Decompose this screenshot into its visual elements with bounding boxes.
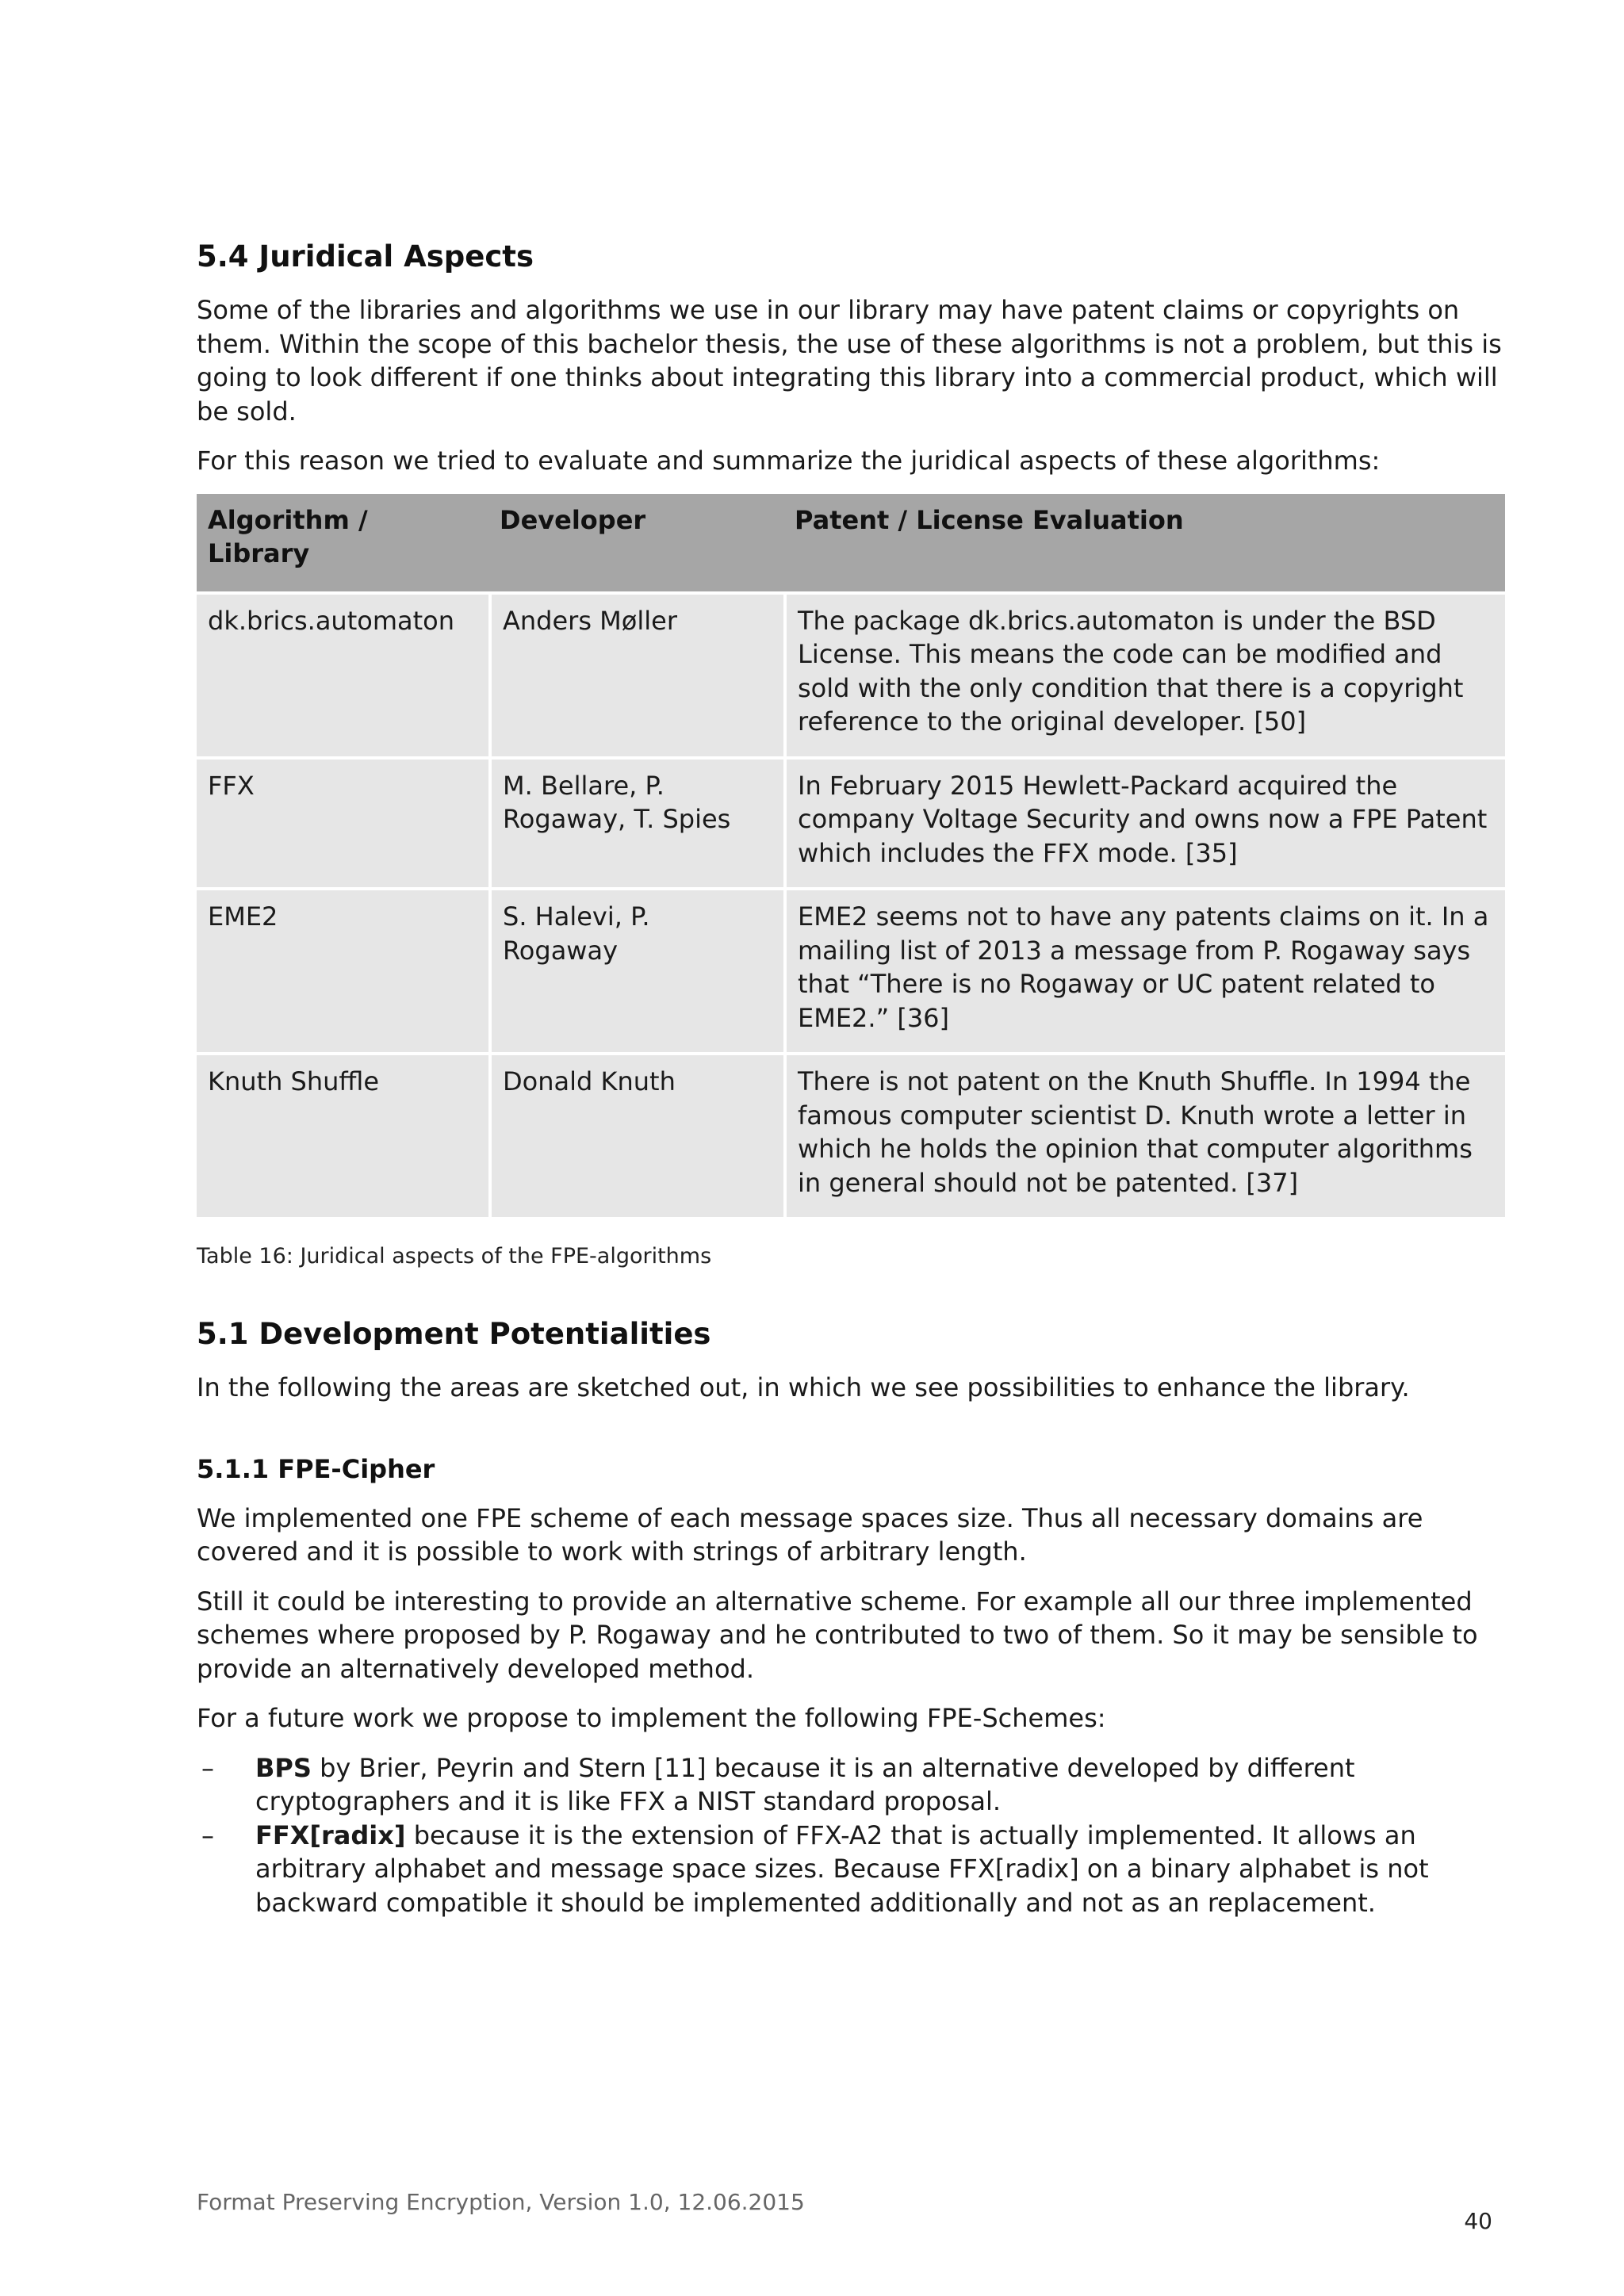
scheme-name: BPS [255, 1752, 312, 1783]
table-row [197, 756, 1505, 888]
juridical-aspects-table [197, 494, 1505, 1218]
page-number: 40 [1464, 2208, 1492, 2234]
bullet-dash: – [201, 1752, 214, 1783]
cell-evaluation: The package dk.brics.automaton is under the BSD License. This means the code can be modified and sold with the only condition that there is a copyright reference to the original developer. [50] [783, 591, 1505, 756]
cell-evaluation: EME2 seems not to have any patents claims on it. In a mailing list of 2013 a message from P. Rogaway says that “There is no Rogaway or UC patent related to EME2.” [36] [783, 887, 1505, 1052]
cell-evaluation: There is not patent on the Knuth Shuffle. In 1994 the famous computer scientist D. Knuth wrote a letter in which he holds the opinion that computer algorithms in general should not be patented. [37] [783, 1052, 1505, 1217]
cell-algorithm: Knuth Shuffle [197, 1052, 488, 1217]
fpe-cipher-paragraph-3: For a future work we propose to implement the following FPE-Schemes: [197, 1703, 1106, 1733]
list-item [197, 1751, 1505, 1819]
section-heading-development-potentialities: 5.1 Development Potentialities [197, 1317, 711, 1351]
section-heading-juridical-aspects: 5.4 Juridical Aspects [197, 239, 534, 274]
development-intro-paragraph: In the following the areas are sketched out, in which we see possibilities to enhance the library. [197, 1372, 1410, 1402]
cell-algorithm: dk.brics.automaton [197, 591, 488, 756]
subsection-heading-fpe-cipher: 5.1.1 FPE-Cipher [197, 1453, 435, 1484]
juridical-summary-paragraph: For this reason we tried to evaluate and summarize the juridical aspects of these algorithms: [197, 446, 1381, 476]
cell-algorithm: FFX [197, 756, 488, 888]
cell-developer: Donald Knuth [488, 1052, 783, 1217]
table-row [197, 591, 1505, 756]
table-row [197, 1052, 1505, 1217]
fpe-cipher-paragraph-2: Still it could be interesting to provide an alternative scheme. For example all our three implemented schemes where proposed by P. Rogaway and he contributed to two of them. So it may be sensible to provide an alternatively developed method. [197, 1586, 1478, 1684]
header-patent-license-evaluation: Patent / License Evaluation [783, 494, 1505, 591]
cell-algorithm: EME2 [197, 887, 488, 1052]
scheme-description: because it is the extension of FFX-A2 that is actually implemented. It allows an arbitrary alphabet and message space sizes. Because FFX[radix] on a binary alphabet is not backward compatible it should be implemented additionally and not as an replacement. [255, 1820, 1429, 1918]
cell-developer: S. Halevi, P. Rogaway [488, 887, 783, 1052]
fpe-cipher-paragraph-1: We implemented one FPE scheme of each message spaces size. Thus all necessary domains are covered and it is possible to work with strings of arbitrary length. [197, 1502, 1423, 1567]
header-developer: Developer [488, 494, 783, 591]
cell-evaluation: In February 2015 Hewlett-Packard acquired the company Voltage Security and owns now a FPE Patent which includes the FFX mode. [35] [783, 756, 1505, 888]
table-row [197, 887, 1505, 1052]
juridical-intro-paragraph: Some of the libraries and algorithms we use in our library may have patent claims or copyrights on them. Within the scope of this bachelor thesis, the use of these algorithms is not a problem, but this is going to look different if one thinks about integrating this library into a commercial product, which will be sold. [197, 295, 1502, 427]
scheme-name: FFX[radix] [255, 1820, 406, 1850]
cell-developer: M. Bellare, P. Rogaway, T. Spies [488, 756, 783, 888]
header-algorithm-library: Algorithm / Library [197, 494, 488, 591]
proposed-schemes-list [197, 1751, 1505, 1920]
footer-document-info: Format Preserving Encryption, Version 1.0, 12.06.2015 [197, 2189, 805, 2215]
bullet-dash: – [201, 1820, 214, 1850]
scheme-description: by Brier, Peyrin and Stern [11] because it is an alternative developed by different cryptographers and it is like FFX a NIST standard proposal. [255, 1752, 1355, 1816]
cell-developer: Anders Møller [488, 591, 783, 756]
page-content [197, 238, 1505, 1919]
table-caption: Table 16: Juridical aspects of the FPE-algorithms [197, 1244, 712, 1269]
list-item [197, 1819, 1505, 1920]
table-header-row [197, 494, 1505, 591]
